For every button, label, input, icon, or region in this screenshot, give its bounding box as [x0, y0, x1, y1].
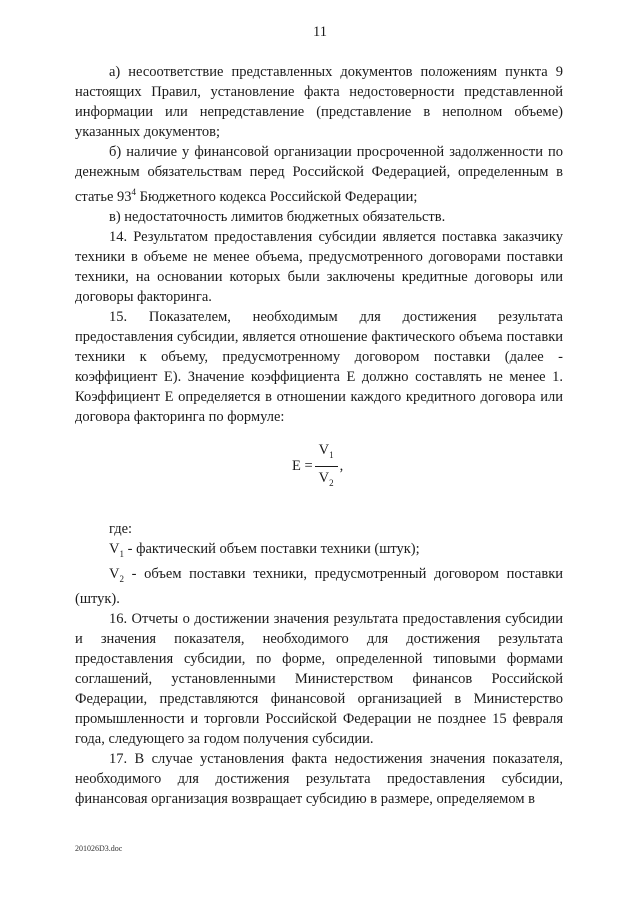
- definition-v1: [75, 539, 563, 564]
- formula-fraction: [315, 439, 338, 494]
- formula-denominator: [315, 467, 338, 494]
- formula-den-symbol: V: [318, 469, 330, 486]
- formula-lhs: E =: [292, 458, 313, 475]
- def-v1-text: - фактический объем поставки техники (штук);: [123, 540, 420, 557]
- paragraph-17: 17. В случае установления факта недостижения значения показателя, необходимого для достижения результата предоставления субсидии, финансовая организация возвращает субсидию в размере, определяемом в: [75, 750, 563, 807]
- paragraph-14: 14. Результатом предоставления субсидии является поставка заказчику техники в объеме не менее объема, предусмотренного договорами поставки техники, на основании которых были заключены кредитные договоры или договоры факторинга.: [75, 228, 563, 305]
- paragraph-15: 15. Показателем, необходимым для достижения результата предоставления субсидии, является отношение фактического объема поставки техники к объему, предусмотренному договором поставки (далее - коэффициент E). Значение коэффициента E должно составлять не менее 1. Коэффициент E определяется в отношении каждого кредитного договора или договора факторинга по формуле:: [75, 308, 563, 425]
- formula-numerator: [315, 439, 338, 467]
- paragraph-a: а) несоответствие представленных документов положениям пункта 9 настоящих Правил, установление факта недостоверности представленной информации или непредставление (представление в неполном объеме) указанных документов;: [75, 64, 563, 140]
- definition-v2: [75, 564, 563, 609]
- footnote-superscript: 4: [131, 187, 137, 197]
- formula-den-subscript: 2: [329, 477, 334, 488]
- where-label: где:: [109, 520, 133, 537]
- formula-num-subscript: 1: [329, 449, 334, 460]
- footer-filename: 201026D3.doc: [75, 844, 123, 853]
- page-number: 11: [313, 24, 327, 40]
- formula-num-symbol: V: [318, 441, 330, 458]
- paragraph-16: 16. Отчеты о достижении значения результата предоставления субсидии и значения показателя, необходимого для достижения результата предоставления субсидии, по форме, определенной типовыми формами соглашений, установленными Министерством финансов Российской Федерации, представляются финансовой организацией в Министерство промышленности и торговли Российской Федерации не позднее 15 февраля года, следующего за годом получения субсидии.: [75, 610, 563, 747]
- def-v1-symbol: V: [109, 540, 120, 557]
- def-v2-symbol: V: [109, 565, 120, 582]
- paragraph-c: в) недостаточность лимитов бюджетных обязательств.: [109, 208, 446, 225]
- paragraph-b: [75, 142, 563, 207]
- paragraph-b-tail: Бюджетного кодекса Российской Федерации;: [136, 188, 418, 205]
- def-v1-subscript: 1: [119, 548, 124, 559]
- document-body: [75, 62, 563, 809]
- def-v2-text: - объем поставки техники, предусмотренный договором поставки (штук).: [75, 565, 563, 607]
- formula-tail: ,: [339, 458, 344, 475]
- def-v2-subscript: 2: [119, 573, 124, 584]
- formula-e: [75, 427, 563, 527]
- paragraph-b-text: б) наличие у финансовой организации просроченной задолженности по денежным обязательствам перед Российской Федерацией, определенным в статье 93: [75, 144, 563, 205]
